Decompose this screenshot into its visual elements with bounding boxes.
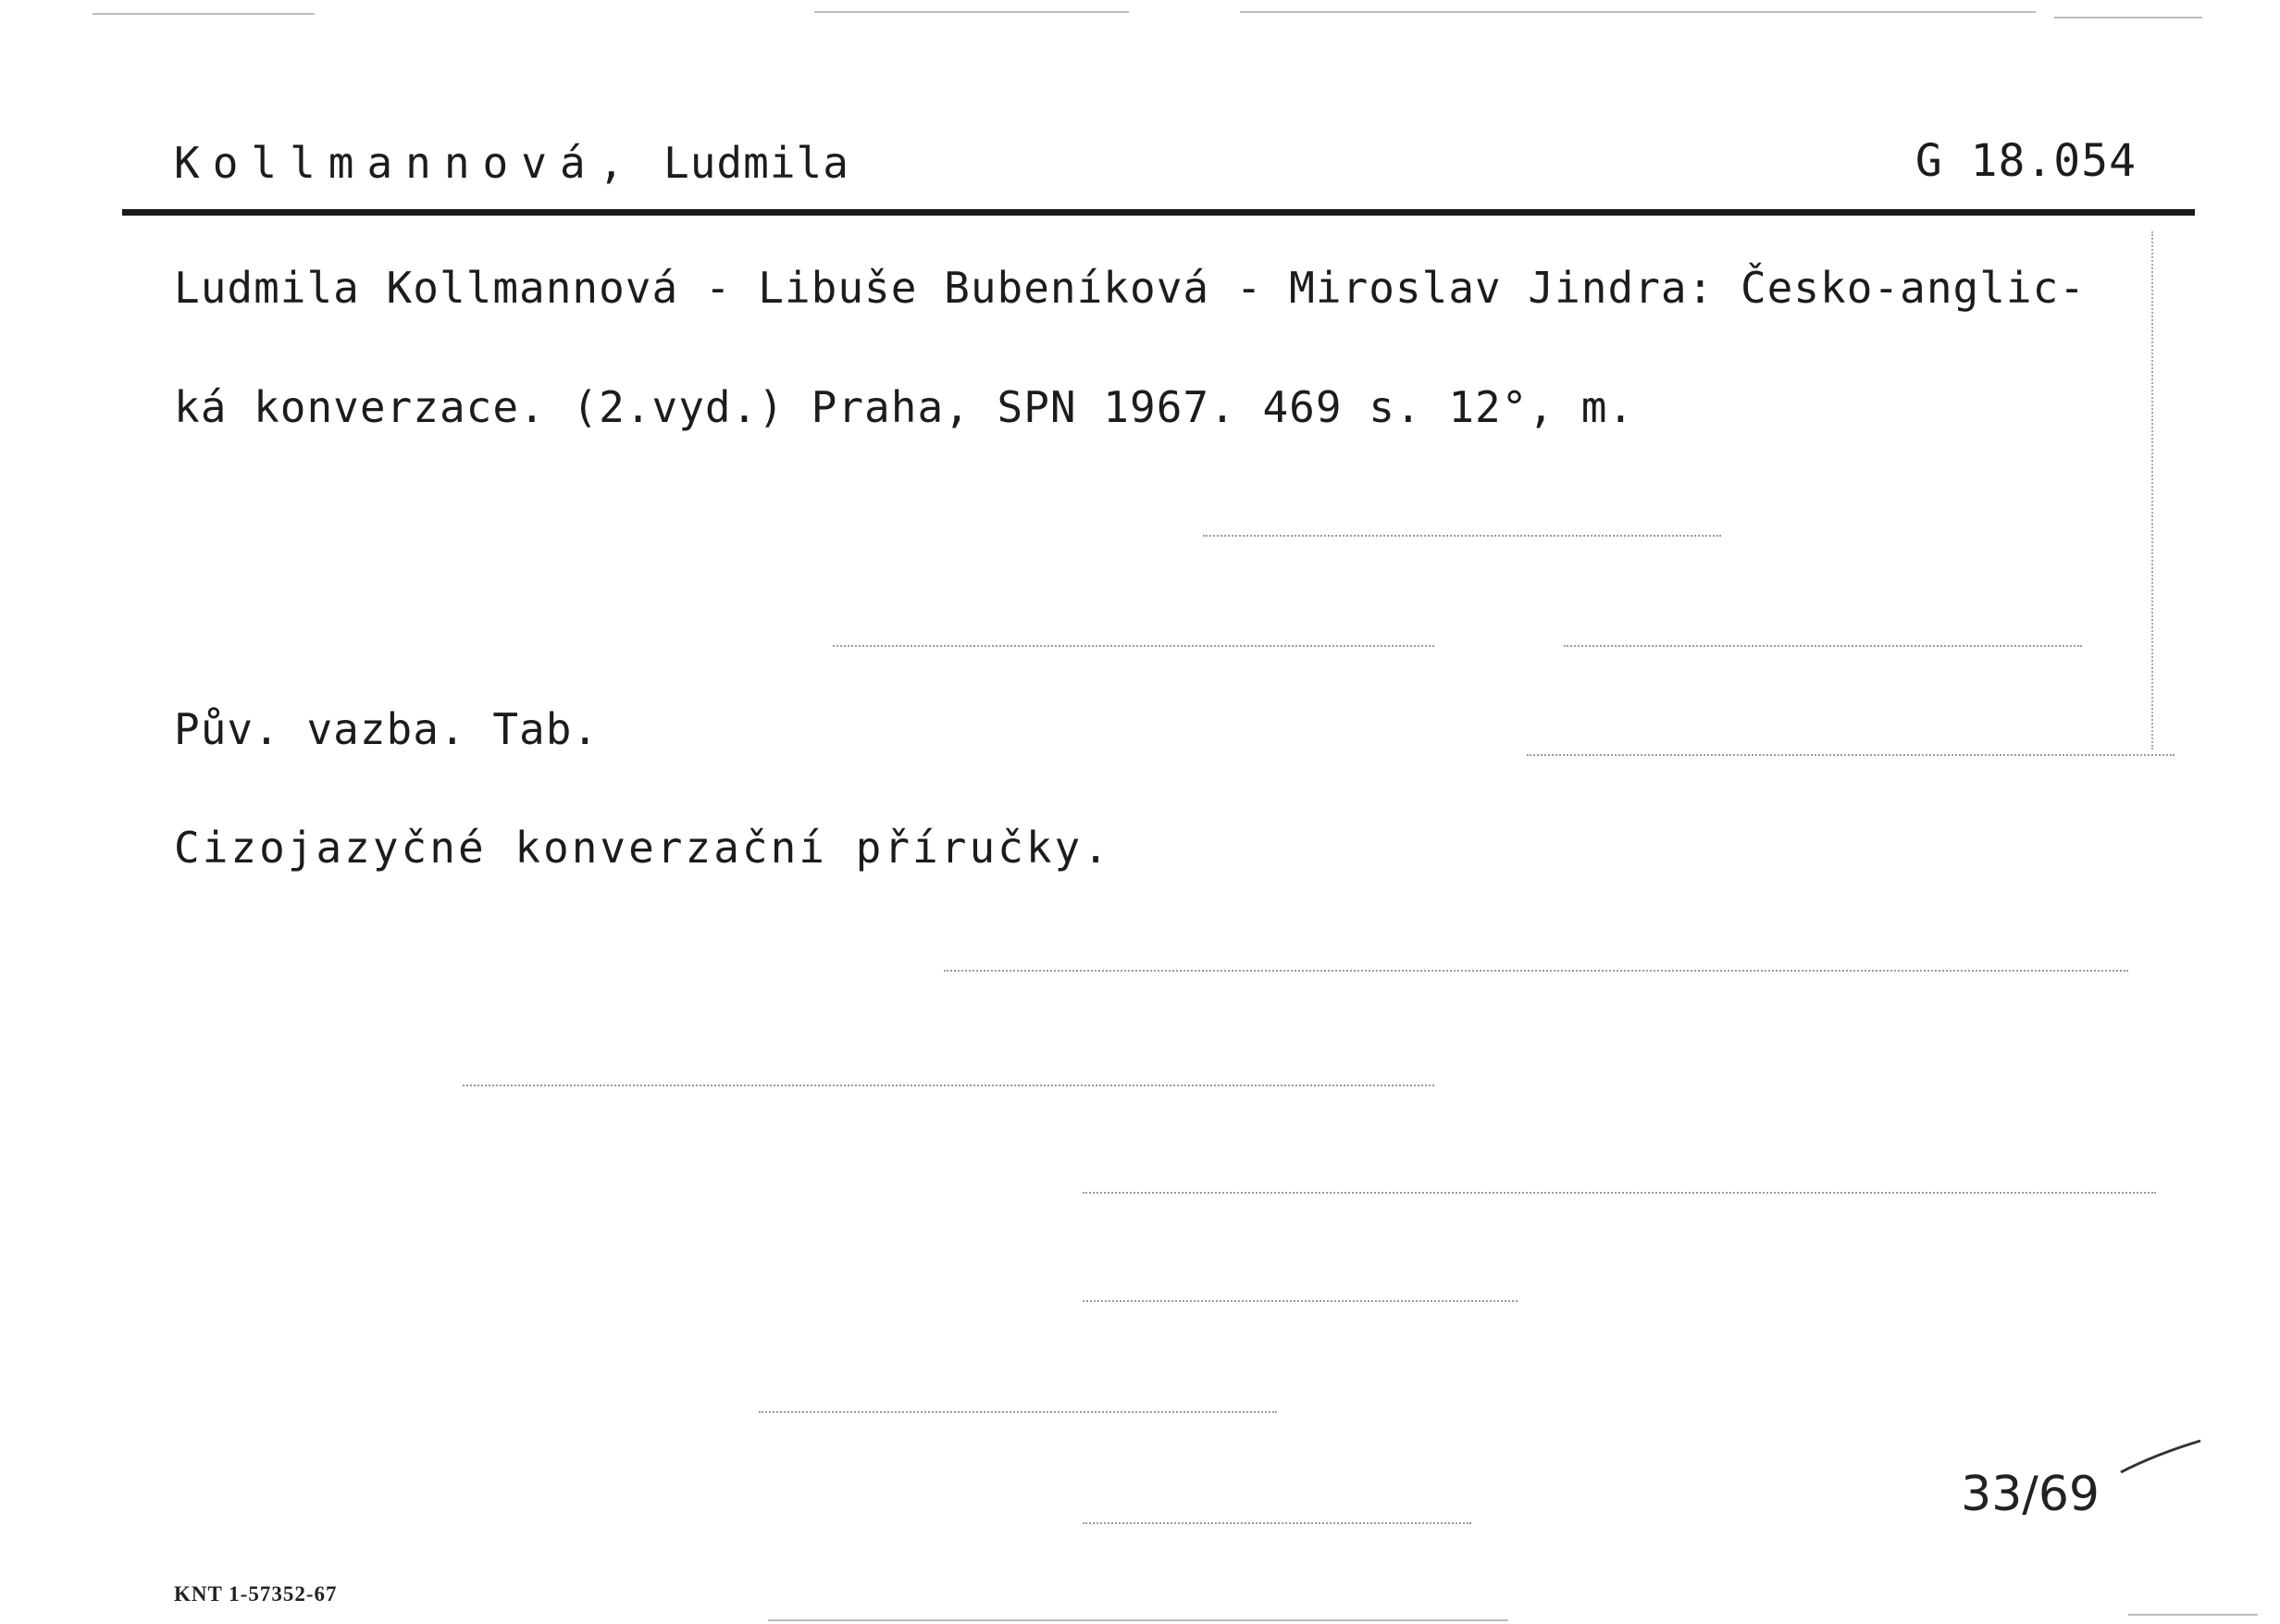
guide-line (833, 645, 1434, 647)
guide-line (1083, 1522, 1471, 1524)
guide-line (1083, 1192, 2156, 1194)
top-edge-artifact (1240, 11, 2036, 13)
description-line-1: Ludmila Kollmannová - Libuše Bubeníková - Miroslav Jindra: Česko-anglic- (174, 263, 2086, 313)
guide-line (1527, 754, 2175, 756)
guide-line (1564, 645, 2082, 647)
bottom-edge-artifact (768, 1619, 1508, 1621)
heading-forename: Ludmila (663, 138, 849, 188)
description-line-2: ká konverzace. (2.vyd.) Praha, SPN 1967. 469 s. 12°, m. (174, 382, 1635, 432)
printed-form-code: KNT 1-57352-67 (174, 1582, 338, 1605)
shelfmark: G 18.054 (1914, 135, 2137, 187)
heading-rule (122, 209, 2195, 216)
guide-line (944, 970, 2128, 972)
catalog-number: 33/69 (1961, 1467, 2100, 1522)
guide-line (1203, 535, 1721, 537)
top-edge-artifact (814, 11, 1129, 13)
binding-note: Pův. vazba. Tab. (174, 704, 600, 754)
top-edge-artifact (2054, 17, 2202, 19)
heading-author (174, 137, 849, 189)
right-margin-dots (2151, 231, 2153, 750)
heading-surname: Kollmannová, (174, 138, 638, 188)
subject-heading: Cizojazyčné konverzační příručky. (174, 823, 1111, 873)
guide-line (759, 1411, 1277, 1413)
guide-line (1083, 1300, 1518, 1302)
guide-line (463, 1085, 1434, 1086)
bottom-edge-artifact (2128, 1614, 2258, 1616)
pencil-stroke (2119, 1439, 2202, 1476)
top-edge-artifact (93, 13, 315, 15)
